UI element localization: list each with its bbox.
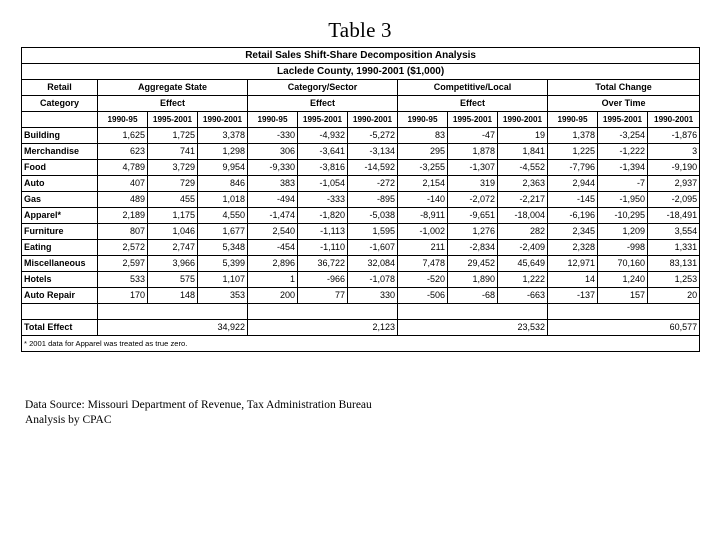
data-cell: 1,175 [148,208,198,224]
data-cell: -3,134 [348,144,398,160]
period-total-3: 1990-2001 [648,112,700,128]
data-cell: -1,054 [298,176,348,192]
period-aggregate-1: 1990-95 [98,112,148,128]
data-cell: -145 [548,192,598,208]
table-footnote: * 2001 data for Apparel was treated as true zero. [22,336,700,352]
data-cell: -333 [298,192,348,208]
data-cell: -2,072 [448,192,498,208]
data-cell: 2,747 [148,240,198,256]
data-cell: -4,552 [498,160,548,176]
data-cell: 19 [498,128,548,144]
data-cell: 330 [348,288,398,304]
data-cell: -1,607 [348,240,398,256]
data-cell: 306 [248,144,298,160]
data-cell: 211 [398,240,448,256]
total-effect-total-change: 60,577 [548,320,700,336]
total-effect-category-sector: 2,123 [248,320,398,336]
data-cell: 1,378 [548,128,598,144]
data-cell: -1,002 [398,224,448,240]
data-cell: 1 [248,272,298,288]
data-cell: 3,554 [648,224,700,240]
source-line-1: Data Source: Missouri Department of Revenue, Tax Administration Bureau [25,399,372,411]
shift-share-table [21,47,700,352]
data-cell: -140 [398,192,448,208]
data-cell: 36,722 [298,256,348,272]
spacer-cell-total [548,304,700,320]
spacer-row [22,304,700,320]
data-cell: -8,911 [398,208,448,224]
data-cell: 729 [148,176,198,192]
period-total-2: 1995-2001 [598,112,648,128]
data-cell: 3,729 [148,160,198,176]
data-cell: -9,651 [448,208,498,224]
data-cell: 1,677 [198,224,248,240]
data-cell: 32,084 [348,256,398,272]
table-row [22,128,700,144]
period-category-2: 1995-2001 [298,112,348,128]
data-cell: -2,217 [498,192,548,208]
data-cell: 45,649 [498,256,548,272]
row-label: Eating [22,240,98,256]
data-cell: 1,841 [498,144,548,160]
data-cell: -494 [248,192,298,208]
row-label: Merchandise [22,144,98,160]
table-title-line1: Retail Sales Shift-Share Decomposition Analysis [22,48,700,64]
period-competitive-2: 1995-2001 [448,112,498,128]
data-cell: -68 [448,288,498,304]
data-cell: 807 [98,224,148,240]
group-header-category-sector-line1: Category/Sector [248,80,398,96]
data-cell: 1,107 [198,272,248,288]
total-effect-aggregate-state: 34,922 [98,320,248,336]
data-cell: 2,363 [498,176,548,192]
row-label: Building [22,128,98,144]
row-header-line2: Category [22,96,98,112]
data-cell: 7,478 [398,256,448,272]
data-cell: 2,345 [548,224,598,240]
data-cell: 170 [98,288,148,304]
data-cell: -1,394 [598,160,648,176]
data-cell: -3,254 [598,128,648,144]
data-cell: 2,944 [548,176,598,192]
table-row [22,208,700,224]
data-cell: 12,971 [548,256,598,272]
data-cell: 353 [198,288,248,304]
data-cell: 14 [548,272,598,288]
data-cell: 741 [148,144,198,160]
data-cell: -4,932 [298,128,348,144]
data-cell: 1,253 [648,272,700,288]
data-cell: 1,595 [348,224,398,240]
data-cell: 1,890 [448,272,498,288]
table-row [22,144,700,160]
data-cell: 77 [298,288,348,304]
data-cell: 1,625 [98,128,148,144]
data-cell: 2,896 [248,256,298,272]
data-cell: 29,452 [448,256,498,272]
data-cell: -2,409 [498,240,548,256]
data-cell: 200 [248,288,298,304]
group-header-competitive-local-line2: Effect [398,96,548,112]
period-category-1: 1990-95 [248,112,298,128]
data-cell: 2,189 [98,208,148,224]
spacer-cell-category [248,304,398,320]
group-header-row-1 [22,80,700,96]
data-cell: -895 [348,192,398,208]
data-cell: -9,190 [648,160,700,176]
data-cell: 148 [148,288,198,304]
data-cell: 70,160 [598,256,648,272]
table-title-row-1 [22,48,700,64]
footnote-row [22,336,700,352]
data-cell: 3 [648,144,700,160]
data-cell: 3,378 [198,128,248,144]
data-cell: -3,641 [298,144,348,160]
group-header-aggregate-state-line2: Effect [98,96,248,112]
data-cell: 83 [398,128,448,144]
data-cell: 1,240 [598,272,648,288]
data-cell: 1,222 [498,272,548,288]
data-cell: 1,046 [148,224,198,240]
data-cell: -5,038 [348,208,398,224]
data-cell: -998 [598,240,648,256]
data-cell: 4,789 [98,160,148,176]
data-cell: 295 [398,144,448,160]
data-cell: 3,966 [148,256,198,272]
data-cell: -1,078 [348,272,398,288]
data-cell: 407 [98,176,148,192]
spacer-cell-aggregate [98,304,248,320]
data-cell: 2,937 [648,176,700,192]
table-row [22,256,700,272]
data-cell: -1,474 [248,208,298,224]
period-aggregate-3: 1990-2001 [198,112,248,128]
source-note [25,398,372,428]
row-label: Furniture [22,224,98,240]
data-cell: 623 [98,144,148,160]
spacer-cell-label [22,304,98,320]
data-cell: 2,572 [98,240,148,256]
data-cell: 1,225 [548,144,598,160]
row-header-spacer [22,112,98,128]
data-cell: 1,331 [648,240,700,256]
table-row [22,176,700,192]
data-cell: -7,796 [548,160,598,176]
group-header-aggregate-state-line1: Aggregate State [98,80,248,96]
data-cell: -1,222 [598,144,648,160]
data-cell: 2,154 [398,176,448,192]
data-cell: -1,876 [648,128,700,144]
data-cell: 1,298 [198,144,248,160]
period-category-3: 1990-2001 [348,112,398,128]
table-row [22,192,700,208]
data-cell: 846 [198,176,248,192]
row-header-line1: Retail [22,80,98,96]
total-effect-competitive-local: 23,532 [398,320,548,336]
page-title: Table 3 [328,18,392,42]
data-cell: -137 [548,288,598,304]
data-cell: -7 [598,176,648,192]
table-title-line2: Laclede County, 1990-2001 ($1,000) [22,64,700,80]
data-cell: 5,348 [198,240,248,256]
table-row [22,160,700,176]
period-competitive-3: 1990-2001 [498,112,548,128]
period-header-row [22,112,700,128]
data-cell: -6,196 [548,208,598,224]
data-cell: 1,018 [198,192,248,208]
group-header-total-change-line1: Total Change [548,80,700,96]
data-cell: 575 [148,272,198,288]
source-line-2: Analysis by CPAC [25,414,112,426]
row-label: Auto Repair [22,288,98,304]
table-row [22,224,700,240]
row-label: Miscellaneous [22,256,98,272]
data-cell: 9,954 [198,160,248,176]
data-cell: -2,095 [648,192,700,208]
data-cell: -18,004 [498,208,548,224]
data-cell: 20 [648,288,700,304]
row-label: Gas [22,192,98,208]
data-cell: 533 [98,272,148,288]
row-label: Food [22,160,98,176]
group-header-row-2 [22,96,700,112]
data-cell: 455 [148,192,198,208]
table-row [22,240,700,256]
row-label: Apparel* [22,208,98,224]
data-cell: 4,550 [198,208,248,224]
data-cell: -5,272 [348,128,398,144]
data-cell: 489 [98,192,148,208]
data-cell: -9,330 [248,160,298,176]
table-row [22,272,700,288]
data-cell: 83,131 [648,256,700,272]
table-title-row-2 [22,64,700,80]
period-competitive-1: 1990-95 [398,112,448,128]
data-cell: 282 [498,224,548,240]
data-cell: -966 [298,272,348,288]
total-effect-row [22,320,700,336]
data-cell: 157 [598,288,648,304]
row-label: Auto [22,176,98,192]
data-cell: -330 [248,128,298,144]
group-header-category-sector-line2: Effect [248,96,398,112]
group-header-total-change-line2: Over Time [548,96,700,112]
data-cell: -3,255 [398,160,448,176]
spacer-cell-competitive [398,304,548,320]
total-effect-label: Total Effect [22,320,98,336]
table-row [22,288,700,304]
data-cell: -1,820 [298,208,348,224]
data-cell: -1,113 [298,224,348,240]
data-cell: 2,597 [98,256,148,272]
data-cell: 1,725 [148,128,198,144]
data-cell: -506 [398,288,448,304]
data-cell: 2,328 [548,240,598,256]
row-label: Hotels [22,272,98,288]
data-cell: -454 [248,240,298,256]
data-cell: 383 [248,176,298,192]
data-cell: 1,878 [448,144,498,160]
data-cell: -18,491 [648,208,700,224]
data-cell: -272 [348,176,398,192]
data-cell: 5,399 [198,256,248,272]
data-cell: -1,110 [298,240,348,256]
data-cell: -1,307 [448,160,498,176]
period-total-1: 1990-95 [548,112,598,128]
group-header-competitive-local-line1: Competitive/Local [398,80,548,96]
data-cell: -1,950 [598,192,648,208]
data-cell: 1,209 [598,224,648,240]
data-cell: -663 [498,288,548,304]
data-cell: -3,816 [298,160,348,176]
data-cell: -14,592 [348,160,398,176]
data-cell: -2,834 [448,240,498,256]
data-cell: 319 [448,176,498,192]
data-cell: -10,295 [598,208,648,224]
period-aggregate-2: 1995-2001 [148,112,198,128]
table-container [21,47,699,352]
data-cell: -520 [398,272,448,288]
data-cell: 2,540 [248,224,298,240]
data-cell: -47 [448,128,498,144]
data-cell: 1,276 [448,224,498,240]
